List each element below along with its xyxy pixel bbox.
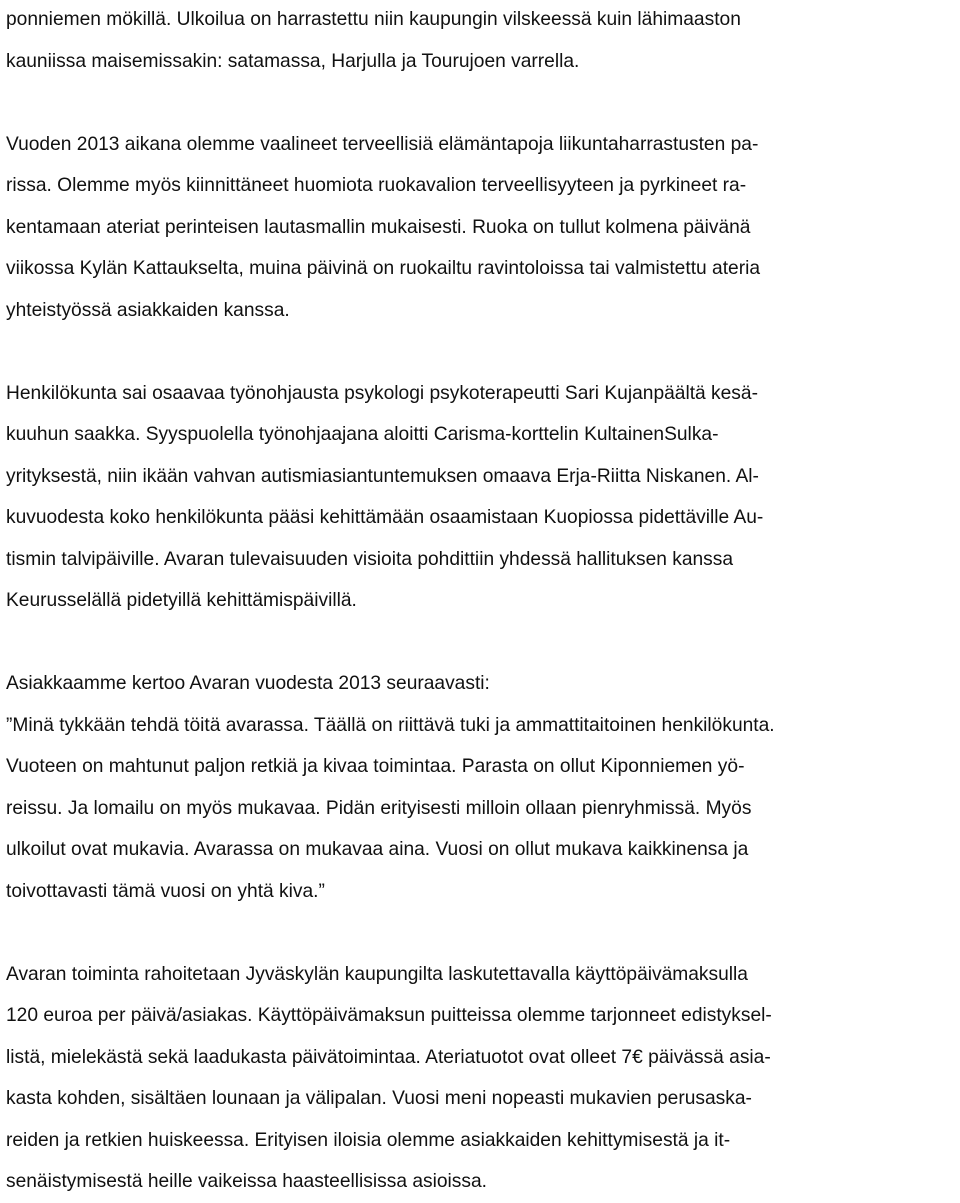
text-line: 120 euroa per päivä/asiakas. Käyttöpäivämaksun puitteissa olemme tarjonneet edistyksel-: [6, 1005, 772, 1026]
quote-line: ”Minä tykkään tehdä töitä avarassa. Täällä on riittävä tuki ja ammattitaitoinen henkilökunta.: [6, 714, 775, 736]
paragraph-outdoor-activities: [6, 0, 960, 82]
text-line: ponniemen mökillä. Ulkoilua on harrastettu niin kaupungin vilskeessä kuin lähimaaston: [6, 9, 741, 30]
text-line: Avaran toiminta rahoitetaan Jyväskylän kaupungilta laskutettavalla käyttöpäivämaksulla: [6, 963, 748, 985]
text-line: listä, mielekästä sekä laadukasta päivätoimintaa. Ateriatuotot ovat olleet 7€ päivässä asia-: [6, 1046, 771, 1068]
paragraph-gap: [6, 82, 960, 124]
text-line: kasta kohden, sisältäen lounaan ja välipalan. Vuosi meni nopeasti mukavien perusaska-: [6, 1088, 752, 1109]
text-line: kuuhun saakka. Syyspuolella työnohjaajana aloitti Carisma-korttelin KultainenSulka-: [6, 424, 719, 445]
text-line: viikossa Kylän Kattaukselta, muina päivinä on ruokailtu ravintoloissa tai valmistettu ateria: [6, 258, 761, 279]
quote-line: toivottavasti tämä vuosi on yhtä kiva.”: [6, 880, 325, 902]
text-line: Vuoden 2013 aikana olemme vaalineet terveellisiä elämäntapoja liikuntaharrastusten pa-: [6, 133, 759, 155]
paragraph-staff-supervision: [6, 373, 960, 622]
quote-line: reissu. Ja lomailu on myös mukavaa. Pidän erityisesti milloin ollaan pienryhmissä. Myös: [6, 797, 752, 819]
paragraph-gap: [6, 622, 960, 664]
text-line: Henkilökunta sai osaavaa työnohjausta psykologi psykoterapeutti Sari Kujanpäältä kesä-: [6, 382, 758, 404]
text-line: kentamaan ateriat perinteisen lautasmallin mukaisesti. Ruoka on tullut kolmena päivänä: [6, 216, 751, 238]
paragraph-healthy-lifestyle: [6, 124, 960, 332]
quote-line: Vuoteen on mahtunut paljon retkiä ja kivaa toimintaa. Parasta on ollut Kiponniemen yö-: [6, 756, 745, 777]
paragraph-client-quote: [6, 663, 960, 912]
quote-line: ulkoilut ovat mukavia. Avarassa on mukavaa aina. Vuosi on ollut mukava kaikkinensa ja: [6, 839, 749, 860]
text-line: Keurusselällä pidetyillä kehittämispäivillä.: [6, 590, 357, 611]
paragraph-funding: [6, 954, 960, 1203]
paragraph-gap: [6, 331, 960, 373]
text-line: kuvuodesta koko henkilökunta pääsi kehittämään osaamistaan Kuopiossa pidettäville Au-: [6, 507, 764, 528]
text-line: senäistymisestä heille vaikeissa haasteellisissa asioissa.: [6, 1171, 487, 1192]
text-line: Asiakkaamme kertoo Avaran vuodesta 2013 seuraavasti:: [6, 673, 490, 694]
text-line: rissa. Olemme myös kiinnittäneet huomiota ruokavalion terveellisyyteen ja pyrkineet ra-: [6, 175, 747, 196]
text-line: kauniissa maisemissakin: satamassa, Harjulla ja Tourujoen varrella.: [6, 50, 580, 72]
text-line: tismin talvipäiville. Avaran tulevaisuuden visioita pohdittiin yhdessä hallituksen kanssa: [6, 548, 734, 570]
text-line: reiden ja retkien huiskeessa. Erityisen iloisia olemme asiakkaiden kehittymisestä ja it-: [6, 1129, 731, 1151]
paragraph-gap: [6, 912, 960, 954]
text-line: yrityksestä, niin ikään vahvan autismiasiantuntemuksen omaava Erja-Riitta Niskanen. Al-: [6, 465, 759, 487]
text-line: yhteistyössä asiakkaiden kanssa.: [6, 299, 290, 321]
